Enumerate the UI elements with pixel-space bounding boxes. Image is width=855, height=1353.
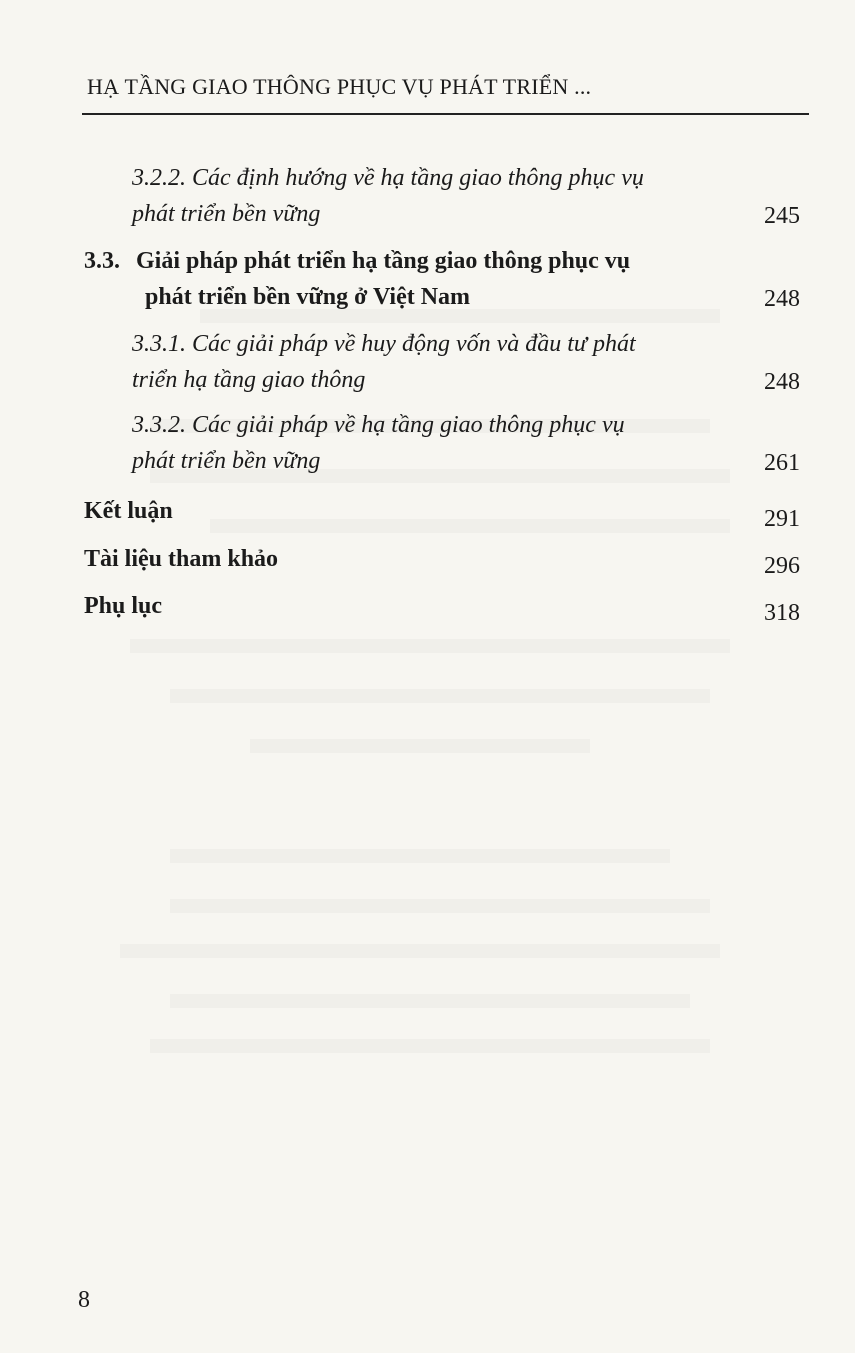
toc-entry-text-line-2: triển hạ tầng giao thông xyxy=(132,367,366,393)
toc-entry-text-line-1: Phụ lục xyxy=(84,593,163,619)
header-divider xyxy=(82,113,809,115)
toc-entry-text-line-2: phát triển bền vững xyxy=(132,448,321,474)
toc-entry-text-line-1: 3.3.1. Các giải pháp về huy động vốn và đầu tư phát xyxy=(132,331,636,357)
toc-entry-text-line-1: 3.3.2. Các giải pháp về hạ tầng giao thông phục vụ xyxy=(132,412,625,438)
toc-entry-section-number: 3.3. xyxy=(84,248,120,274)
toc-entry-page-number: 296 xyxy=(764,553,800,579)
toc-entry-text-line-2: phát triển bền vững xyxy=(132,201,321,227)
toc-entry-text-line-1: 3.2.2. Các định hướng về hạ tầng giao thông phục vụ xyxy=(132,165,644,191)
toc-entry-page-number: 291 xyxy=(764,506,800,532)
toc-entry-text-line-1: Giải pháp phát triển hạ tầng giao thông phục vụ xyxy=(136,248,631,274)
toc-entry-text-line-1: Kết luận xyxy=(84,498,173,524)
toc-entry-page-number: 245 xyxy=(764,203,800,229)
running-header: HẠ TẦNG GIAO THÔNG PHỤC VỤ PHÁT TRIỂN ... xyxy=(87,74,592,99)
toc-entry-page-number: 248 xyxy=(764,369,800,395)
toc-entry-page-number: 261 xyxy=(764,450,800,476)
toc-entry-text-line-1: Tài liệu tham khảo xyxy=(84,546,279,572)
toc-entry-text-line-2: phát triển bền vững ở Việt Nam xyxy=(145,284,471,310)
toc-entry-page-number: 248 xyxy=(764,286,800,312)
toc-entry-page-number: 318 xyxy=(764,600,800,626)
page-number: 8 xyxy=(78,1287,90,1313)
